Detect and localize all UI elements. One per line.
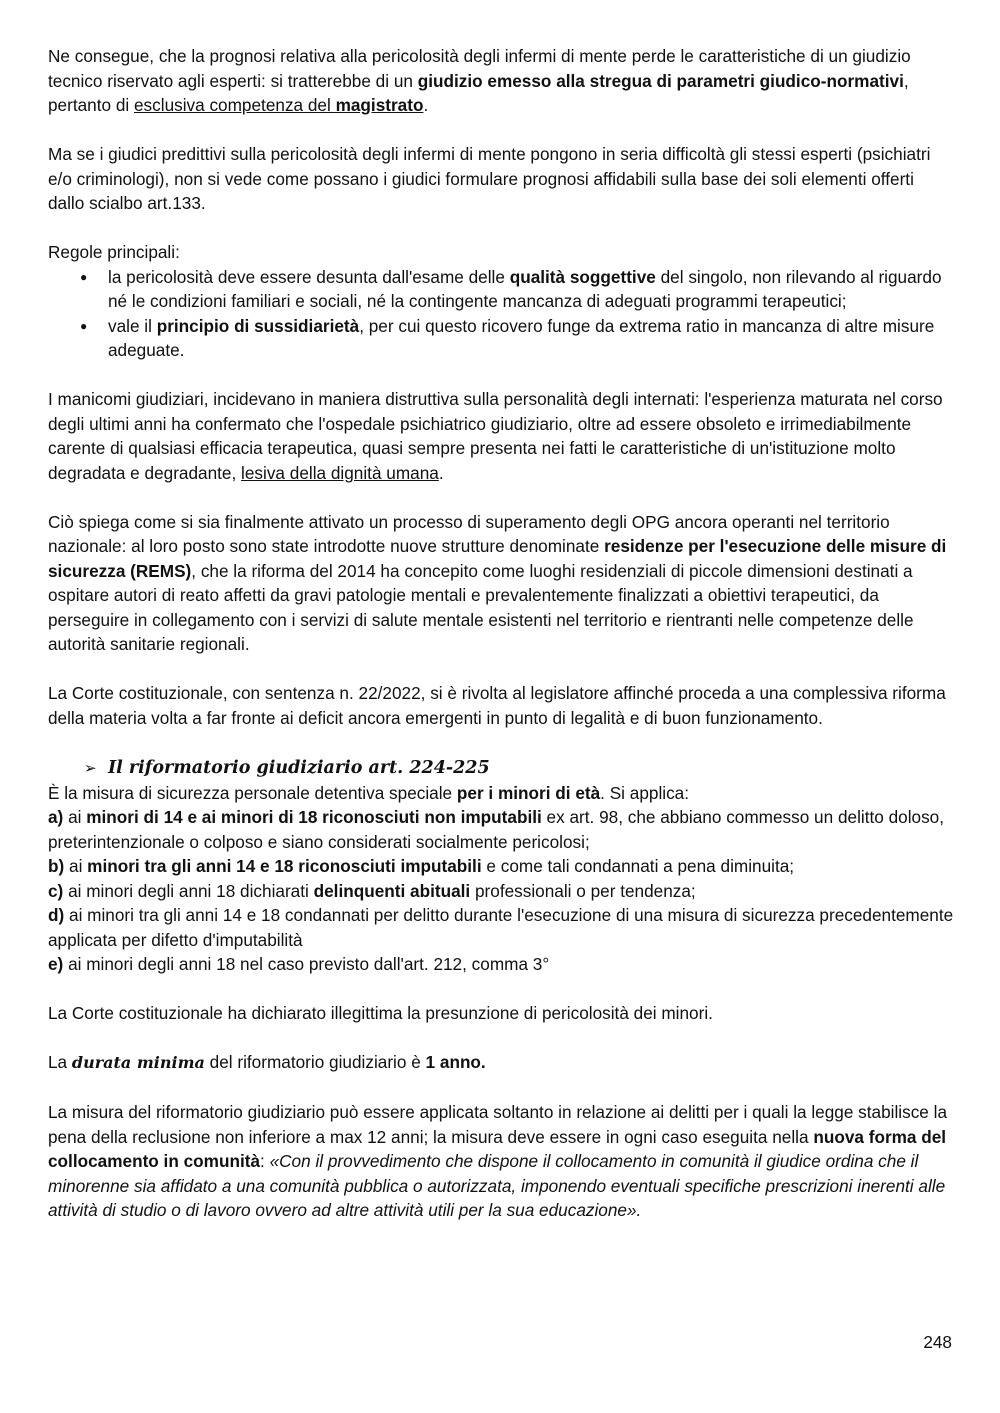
- underlined-text: esclusiva competenza del magistrato: [134, 95, 424, 115]
- list-item-d: d) ai minori tra gli anni 14 e 18 condannati per delitto durante l'esecuzione di una misura di sicurezza precedentemente applicata per difetto d'imputabilità: [48, 905, 954, 950]
- page-number: 248: [923, 1332, 952, 1352]
- paragraph-manicomi: I manicomi giudiziari, incidevano in maniera distruttiva sulla personalità degli internati: l'esperienza maturata nel corso degli ultimi anni ha confermato che l'ospedale psichiatrico giudiziario, oltre ad essere obsoleto e irrimediabilmente carente di qualsiasi efficacia terapeutica, quasi sempre presenta nei fatti le caratteristiche di un'istituzione molto degradata e degradante, lesiva della dignità umana.: [48, 389, 943, 483]
- bullet-icon: ●: [80, 318, 88, 333]
- section-heading: [48, 755, 954, 781]
- bullet-icon: ●: [80, 269, 88, 284]
- rules-heading: Regole principali:: [48, 242, 180, 262]
- bold-text: giudizio emesso alla stregua di parametri giudico-normativi: [417, 70, 904, 91]
- list-item-a: a) ai minori di 14 e ai minori di 18 riconosciuti non imputabili ex art. 98, che abbiano commesso un delitto doloso, preterintenzionale o colposo e siano considerati socialmente pericolosi;: [48, 807, 945, 852]
- paragraph-misura-speciale: È la misura di sicurezza personale detentiva speciale per i minori di età. Si applica:: [48, 782, 690, 803]
- list-item-b: b) ai minori tra gli anni 14 e 18 riconosciuti imputabili e come tali condannati a pena diminuita;: [48, 856, 795, 876]
- paragraph-presunzione: La Corte costituzionale ha dichiarato illegittima la presunzione di pericolosità dei minori.: [48, 1003, 713, 1023]
- list-item: ● la pericolosità deve essere desunta dall'esame delle qualità soggettive del singolo, non rilevando al riguardo né le condizioni familiari e sociali, né la contingente mancanza di adeguati programmi terapeutici;: [80, 266, 942, 311]
- paragraph-giudici-predittivi: Ma se i giudici predittivi sulla pericolosità degli infermi di mente pongono in seria difficoltà gli stessi esperti (psichiatri e/o criminologi), non si vede come possano i giudici formulare prognosi affidabili sulla base dei soli elementi offerti dallo scialbo art.133.: [48, 144, 931, 213]
- document-page: [48, 44, 954, 1247]
- paragraph-corte-2022: La Corte costituzionale, con sentenza n. 22/2022, si è rivolta al legislatore affinché proceda a una complessiva riforma della materia volta a far fronte ai deficit ancora emergenti in punto di legalità e di buon funzionamento.: [48, 683, 946, 728]
- paragraph-rems: Ciò spiega come si sia finalmente attivato un processo di superamento degli OPG ancora operanti nel territorio nazionale: al loro posto sono state introdotte nuove strutture denominate residenze per l'esecuzione delle misure di sicurezza (REMS), che la riforma del 2014 ha concepito come luoghi residenziali di piccole dimensioni destinati a ospitare autori di reato affetti da gravi patologie mentali e prevalentemente finalizzati a obiettivi terapeutici, da perseguire in collegamento con i servizi di salute mentale esistenti nel territorio e rientranti nelle competenze delle autorità sanitarie regionali.: [48, 511, 947, 654]
- list-item-e: e) ai minori degli anni 18 nel caso previsto dall'art. 212, comma 3°: [48, 954, 550, 974]
- list-item-c: c) ai minori degli anni 18 dichiarati delinquenti abituali professionali o per tendenza;: [48, 880, 696, 901]
- rules-list: [48, 265, 954, 363]
- paragraph-collocamento: La misura del riformatorio giudiziario può essere applicata soltanto in relazione ai delitti per i quali la legge stabilisce la pena della reclusione non inferiore a max 12 anni; la misura deve essere in ogni caso eseguita nella nuova forma del collocamento in comunità: «Con il provvedimento che dispone il collocamento in comunità il giudice ordina che il minorenne sia affidato a una comunità pubblica o autorizzata, imponendo eventuali specifiche prescrizioni inerenti alle attività di studio o di lavoro ovvero ad altre attività utili per la sua educazione».: [48, 1102, 948, 1220]
- paragraph-prognosi: Ne consegue, che la prognosi relativa alla pericolosità degli infermi di mente perde le caratteristiche di un giudizio tecnico riservato agli esperti: si tratterebbe di un giudizio emesso alla stregua di parametri giudico-normativi, pertanto di esclusiva competenza del magistrato.: [48, 46, 911, 115]
- list-item: ● vale il principio di sussidiarietà, per cui questo ricovero funge da extrema ratio in mancanza di altre misure adeguate.: [80, 315, 935, 360]
- quoted-text: «Con il provvedimento che dispone il collocamento in comunità il giudice ordina che il minorenne sia affidato a una comunità pubblica o autorizzata, imponendo eventuali specifiche prescrizioni inerenti alle attività di studio o di lavoro ovvero ad altre attività utili per la sua educazione».: [48, 1151, 946, 1220]
- paragraph-durata-minima: La durata minima del riformatorio giudiziario è 1 anno.: [48, 1052, 486, 1072]
- arrow-bullet-icon: ➢: [84, 758, 97, 777]
- underlined-text: lesiva della dignità umana: [241, 462, 439, 483]
- section-title: Il riformatorio giudiziario art. 224-225: [108, 757, 490, 778]
